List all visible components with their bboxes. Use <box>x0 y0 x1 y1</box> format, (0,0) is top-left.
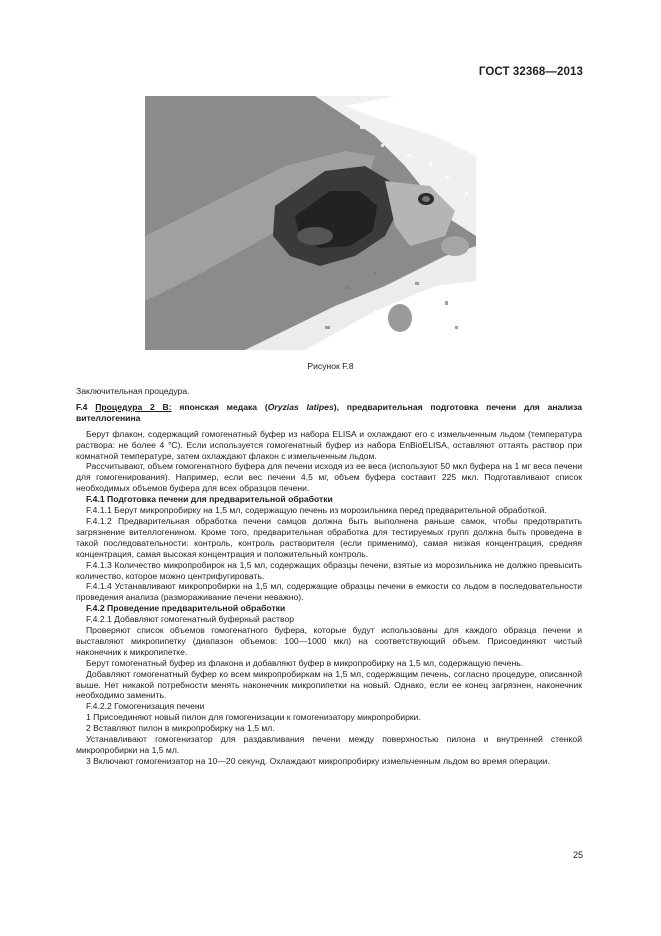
section-number: F.4 <box>76 401 88 412</box>
paragraph-buffer-volume: Рассчитывают, объем гомогенатного буфера для печени исходя из ее веса (используют 50 мкл буфера на 1 мг веса печени для гомогенирования). Например, если вес печени 4,5 мг, объем буфера составит 225 мкл. Подготавливают список необходимых объемов буфера для всех образцов печени. <box>76 461 582 494</box>
paragraph-f411: F.4.1.1 Берут микропробирку на 1,5 мл, содержащую печень из морозильника перед предварительной обработкой. <box>86 505 547 516</box>
paragraph-check-volumes: Проверяют список объемов гомогенатного буфера, которые будут использованы для каждого образца печени и выставляют микропипетку (диапазон объемов: 100—1000 мкл) на соответствующий объем. Присоединяют чистый наконечник к микропипетке. <box>76 625 582 657</box>
section-title-part-a: японская медака ( <box>171 401 268 412</box>
paragraph-buffer-vial: Берут флакон, содержащий гомогенатный буфер из набора ELISA и охлаждают его с измельченным льдом (температура раствора: не более 4 °C). Если используется гомогенатный буфер из набора EnBioELISA, оставляют оттаять раствор при комнатной температуре, затем охлаждают флакон с измельченным льдом. <box>76 428 582 461</box>
paragraph-final-procedure: Заключительная процедура. <box>76 386 190 396</box>
section-title-part-b: ), предварительная подготовка печени для анализа вителлогенина <box>76 401 583 423</box>
page-number: 25 <box>572 850 583 860</box>
figure-photo <box>145 96 476 350</box>
paragraph-f412: F.4.1.2 Предварительная обработка печени самцов должна быть выполнена раньше самок, чтобы предотвратить загрязнение вителлогенином. Кроме того, предварительная обработка для тестируемых групп должна быть проведена в такой последовательности: контроль, контроль растворителя (если применимо), самая низкая концентрация, средняя концентрация, самая высокая концентрация и положительный контроль. <box>76 515 582 559</box>
paragraph-f422: F.4.2.2 Гомогенизация печени <box>86 701 205 712</box>
paragraph-set-homogenizer: Устанавливают гомогенизатор для раздавливания печени между поверхностью пилона и внутренней стенкой микропробирки на 1,5 мл. <box>76 734 582 755</box>
standard-number: ГОСТ 32368—2013 <box>478 66 583 78</box>
species-name: Oryzias latipes <box>267 401 334 412</box>
subsection-heading-f41: F.4.1 Подготовка печени для предварительной обработки <box>86 494 333 505</box>
procedure-label: Процедура 2 B: <box>95 401 172 412</box>
section-heading-f4 <box>76 402 582 424</box>
paragraph-f421: F.4.2.1 Добавляют гомогенатный буферный раствор <box>86 614 295 625</box>
figure-caption: Рисунок F.8 <box>307 361 354 371</box>
step-3: 3 Включают гомогенизатор на 10—20 секунд. Охлаждают микропробирку измельченным льдом во время операции. <box>86 755 550 766</box>
body-text <box>76 386 582 767</box>
fish-liver-photo-image <box>145 96 476 350</box>
subsection-heading-f42: F.4.2 Проведение предварительной обработки <box>86 603 286 614</box>
step-2: 2 Вставляют пилон в микропробирку на 1,5 мл. <box>86 723 275 734</box>
paragraph-add-buffer-all: Добавляют гомогенатный буфер ко всем микропробиркам на 1,5 мл, содержащим печень, согласно процедуре, описанной выше. Нет никакой потребности менять наконечник микропипетки на новый. Однако, если ее конец загрязнен, наконечник необходимо заменить. <box>76 668 582 701</box>
paragraph-take-buffer: Берут гомогенатный буфер из флакона и добавляют буфер в микропробирку на 1,5 мл, содержащую печень. <box>86 657 524 668</box>
paragraph-f413: F.4.1.3 Количество микропробирок на 1,5 мл, содержащих образцы печени, взятые из морозильника не должно превысить количество, которое можно центрифугировать. <box>76 559 582 581</box>
step-1: 1 Присоединяют новый пилон для гомогенизации к гомогенизатору микропробирки. <box>86 712 421 723</box>
paragraph-f414: F.4.1.4 Устанавливают микропробирки на 1,5 мл, содержащие образцы печени в емкости со льдом в последовательности проведения анализа (размораживание печени неважно). <box>76 581 582 603</box>
